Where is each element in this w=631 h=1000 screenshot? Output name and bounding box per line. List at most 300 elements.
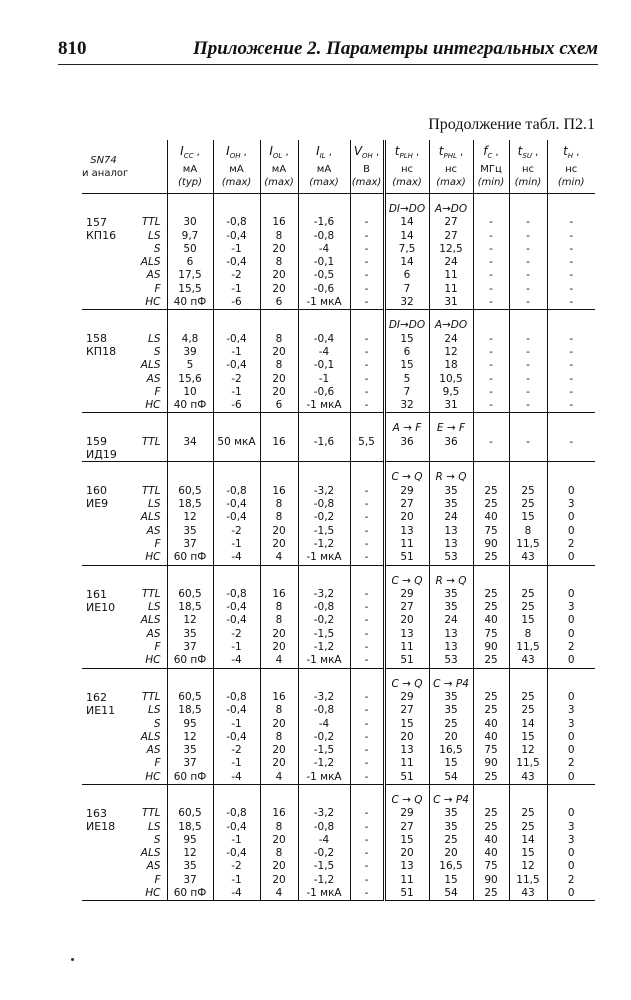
column-header-qualifier: (max)	[264, 176, 294, 188]
cell-value	[510, 422, 547, 435]
value-cell-iol	[260, 319, 298, 413]
cell-value: -	[526, 216, 530, 229]
logic-family: AS	[146, 372, 161, 385]
cell-value: -1	[231, 757, 242, 770]
cell-value: -	[364, 345, 369, 358]
column-header	[298, 140, 350, 194]
family-cell	[125, 422, 167, 462]
cell-value: -0,4	[226, 498, 247, 511]
cell-value: 12	[521, 860, 535, 873]
cell-value: 40	[484, 717, 498, 730]
value-cell-tsu	[509, 678, 547, 785]
column-header-qualifier: (min)	[514, 176, 542, 188]
cell-value: 14	[400, 216, 414, 229]
cell-value: 20	[272, 372, 286, 385]
cell-value: 0	[567, 770, 575, 783]
cell-value: -	[364, 820, 369, 833]
cell-value: 35	[183, 860, 197, 873]
cell-value: 20	[272, 757, 286, 770]
value-cell-ioh	[213, 422, 260, 462]
value-cell-tsu	[509, 471, 547, 565]
family-cell	[125, 794, 167, 901]
cell-value	[510, 794, 547, 807]
column-header-unit: мА	[182, 163, 198, 175]
cell-value: -	[526, 359, 530, 372]
series-number: 157	[86, 216, 107, 229]
column-header	[473, 140, 509, 194]
cell-value: -4	[231, 887, 242, 900]
cell-value: 16,5	[439, 744, 463, 757]
cell-value: -1,2	[313, 873, 335, 886]
logic-family: F	[154, 385, 161, 398]
cell-value: -1	[231, 345, 242, 358]
cell-value: 20	[400, 847, 414, 860]
cell-value: -3,2	[313, 587, 335, 600]
logic-family: LS	[147, 332, 161, 345]
cell-value: 35	[183, 524, 197, 537]
cell-value: -	[364, 242, 369, 255]
cell-value: -	[364, 537, 369, 550]
value-cell-fc	[473, 794, 509, 901]
cell-value: 16	[272, 435, 286, 448]
cell-value: 8	[275, 847, 283, 860]
series-cell	[82, 471, 125, 565]
cell-value: 90	[484, 641, 498, 654]
cell-value: 51	[400, 770, 414, 783]
cell-value: 18,5	[178, 498, 202, 511]
cell-value: 20	[400, 614, 414, 627]
cell-value: 13	[444, 524, 458, 537]
cell-value: -	[364, 873, 369, 886]
value-cell-fc	[473, 678, 509, 785]
logic-family: LS	[147, 820, 161, 833]
cell-value: -3,2	[313, 690, 335, 703]
column-header-unit: нс	[521, 163, 535, 175]
cell-value: 12	[183, 511, 197, 524]
cell-value: 54	[444, 887, 458, 900]
cell-value: -4	[231, 654, 242, 667]
series-cell	[82, 794, 125, 901]
cell-value: 15	[400, 359, 414, 372]
cell-value: -4	[318, 833, 330, 846]
cell-value: 16	[272, 807, 286, 820]
value-cell-th	[547, 794, 595, 901]
cell-value: -1,5	[313, 744, 335, 757]
cell-value: -	[526, 345, 530, 358]
cell-value: C → P4	[433, 677, 469, 690]
table-row-group	[82, 794, 595, 901]
value-cell-ioh	[213, 319, 260, 413]
cell-value: C → Q	[391, 793, 423, 806]
column-header	[125, 140, 167, 194]
cell-value: -0,2	[313, 614, 335, 627]
cell-value	[474, 678, 509, 691]
logic-family: F	[154, 537, 161, 550]
cell-value: -1,5	[313, 524, 335, 537]
value-cell-th	[547, 678, 595, 785]
cell-value: -0,4	[226, 601, 247, 614]
logic-family: HC	[145, 770, 161, 783]
column-header-symbol: $I_{OL}$ ,	[269, 143, 289, 160]
cell-value: -0,2	[313, 511, 335, 524]
cell-value	[474, 319, 509, 332]
cell-value: -1 мкА	[306, 296, 342, 309]
cell-value: -	[526, 229, 530, 242]
cell-value: 50 мкА	[217, 435, 256, 448]
cell-value: 20	[272, 744, 286, 757]
cell-value: -0,8	[226, 484, 247, 497]
cell-value: 4	[275, 770, 283, 783]
cell-value: -	[569, 385, 574, 398]
cell-value: 11	[400, 537, 414, 550]
column-header-symbol: $f_C$ ,	[483, 143, 499, 160]
logic-family: ALS	[140, 847, 161, 860]
cell-value: 4	[275, 551, 283, 564]
cell-value: -0,8	[313, 704, 335, 717]
cell-value: -	[364, 627, 369, 640]
cell-value: -1,2	[313, 757, 335, 770]
cell-value: 0	[567, 524, 575, 537]
cell-value: -1 мкА	[306, 399, 342, 412]
value-cell-icc	[167, 575, 213, 669]
cell-value: 8	[275, 730, 283, 743]
cell-value: -	[364, 860, 369, 873]
cell-value: 16	[272, 216, 286, 229]
cell-value	[510, 678, 547, 691]
value-cell-iil	[298, 575, 350, 669]
cell-value: 16	[272, 587, 286, 600]
series-cell	[82, 203, 125, 310]
cell-value	[474, 422, 509, 435]
value-cell-voh	[350, 422, 384, 462]
table-row-group	[82, 319, 595, 413]
table-row-group	[82, 575, 595, 669]
cell-value	[474, 575, 509, 588]
column-header-symbol: $t_{PHL}$ ,	[438, 143, 464, 160]
cell-value	[548, 471, 596, 484]
column-header-symbol: $V_{OH}$ ,	[353, 143, 380, 160]
column-header-qualifier: (max)	[309, 176, 339, 188]
cell-value: 17,5	[178, 269, 202, 282]
cell-value: -	[364, 730, 369, 743]
series-number: 159	[86, 435, 107, 449]
value-cell-iol	[260, 422, 298, 462]
cell-value: -	[364, 690, 369, 703]
cell-value: -0,8	[313, 601, 335, 614]
cell-value: 25	[521, 484, 535, 497]
cell-value: -	[526, 435, 530, 448]
cell-value: 60,5	[178, 807, 202, 820]
cell-value: -	[489, 372, 493, 385]
cell-value: -0,8	[313, 498, 335, 511]
cell-value	[510, 319, 547, 332]
cell-value: 24	[444, 614, 458, 627]
cell-value: 12,5	[439, 242, 463, 255]
cell-value: -	[526, 269, 530, 282]
cell-value: 40 пФ	[173, 296, 207, 309]
column-header-symbol: $I_{IL}$ ,	[316, 143, 332, 160]
cell-value: 6	[275, 399, 283, 412]
cell-value: 37	[183, 757, 197, 770]
logic-family: AS	[146, 744, 161, 757]
cell-value: 20	[272, 717, 286, 730]
cell-value: -1	[231, 873, 242, 886]
cell-value: 35	[444, 601, 458, 614]
cell-value: -	[569, 242, 574, 255]
cell-value: 20	[272, 345, 286, 358]
cell-value: 9,7	[181, 229, 199, 242]
cell-value: 15	[521, 847, 535, 860]
cell-value: -6	[231, 296, 242, 309]
cell-value: 95	[183, 717, 197, 730]
cell-value: 7	[403, 282, 411, 295]
cell-value: 10,5	[439, 372, 463, 385]
table-body	[82, 194, 595, 901]
cell-value: 35	[444, 704, 458, 717]
table-header-row	[82, 140, 595, 194]
cell-value: 34	[183, 435, 197, 448]
cell-value: 24	[444, 332, 458, 345]
cell-value: 25	[521, 601, 535, 614]
logic-family: LS	[147, 601, 161, 614]
column-header-qualifier: (max)	[351, 176, 382, 188]
column-header-symbol: $t_{PLH}$ ,	[394, 143, 420, 160]
cell-value: -	[569, 332, 574, 345]
cell-value: 37	[183, 873, 197, 886]
cell-value: 27	[400, 704, 414, 717]
series-analog: ИЕ18	[86, 819, 116, 833]
value-cell-tplh	[384, 203, 429, 310]
cell-value: 60,5	[178, 690, 202, 703]
cell-value: 0	[567, 744, 575, 757]
column-header-symbol: $t_H$ ,	[563, 143, 580, 160]
cell-value: 35	[183, 744, 197, 757]
column-header	[167, 140, 213, 194]
cell-value: 90	[484, 873, 498, 886]
cell-value: -	[364, 654, 369, 667]
cell-value: 5,5	[358, 435, 375, 448]
cell-value: 51	[400, 654, 414, 667]
cell-value: R → Q	[435, 574, 467, 587]
series-cell	[82, 575, 125, 669]
cell-value: 60,5	[178, 587, 202, 600]
column-header-unit: мА	[316, 163, 332, 175]
cell-value: 25	[484, 654, 498, 667]
cell-value: 29	[400, 690, 414, 703]
cell-value: -	[489, 229, 493, 242]
cell-value: -0,4	[226, 332, 247, 345]
cell-value	[548, 794, 596, 807]
value-cell-iol	[260, 794, 298, 901]
value-cell-ioh	[213, 471, 260, 565]
value-cell-tsu	[509, 575, 547, 669]
cell-value: 40	[484, 614, 498, 627]
cell-value: -	[526, 256, 530, 269]
cell-value: 0	[567, 614, 575, 627]
cell-value: 43	[521, 887, 535, 900]
cell-value: 27	[400, 820, 414, 833]
cell-value: -0,6	[313, 385, 335, 398]
cell-value: A→DO	[434, 203, 468, 215]
cell-value: -	[364, 601, 369, 614]
value-cell-iil	[298, 422, 350, 462]
cell-value: 0	[567, 587, 575, 600]
cell-value: -	[489, 216, 493, 229]
cell-value	[474, 794, 509, 807]
cell-value: -1,5	[313, 860, 335, 873]
cell-value: -	[526, 332, 530, 345]
cell-value: -0,5	[313, 269, 335, 282]
cell-value: 25	[484, 807, 498, 820]
cell-value: 20	[272, 860, 286, 873]
cell-value: -	[364, 717, 369, 730]
cell-value: 60 пФ	[173, 887, 207, 900]
cell-value: -1	[231, 385, 242, 398]
cell-value: -	[489, 256, 493, 269]
cell-value: 20	[400, 730, 414, 743]
value-cell-iil	[298, 203, 350, 310]
cell-value: 18	[444, 359, 458, 372]
cell-value: -0,6	[313, 282, 335, 295]
cell-value: -	[489, 332, 493, 345]
cell-value: -	[364, 332, 369, 345]
cell-value: 40	[484, 730, 498, 743]
logic-family: TTL	[141, 690, 161, 703]
value-cell-tsu	[509, 319, 547, 413]
cell-value: 12	[183, 614, 197, 627]
cell-value: 0	[567, 484, 575, 497]
logic-family: ALS	[140, 359, 161, 372]
cell-value: 35	[444, 484, 458, 497]
cell-value: C → Q	[391, 574, 423, 587]
cell-value: -	[489, 435, 493, 448]
cell-value: 2	[567, 873, 575, 886]
cell-value: -6	[231, 399, 242, 412]
cell-value: -	[364, 833, 369, 846]
column-header-unit: мА	[271, 163, 287, 175]
cell-value: -	[489, 269, 493, 282]
cell-value: -	[364, 807, 369, 820]
cell-value: 20	[272, 269, 286, 282]
cell-value: 11	[400, 873, 414, 886]
cell-value: -0,4	[226, 820, 247, 833]
cell-value: 2	[567, 537, 575, 550]
value-cell-tplh	[384, 422, 429, 462]
cell-value: -0,8	[226, 690, 247, 703]
column-header-unit: нс	[400, 163, 414, 175]
cell-value: -0,4	[226, 359, 247, 372]
family-cell	[125, 319, 167, 413]
cell-value: 8	[275, 229, 283, 242]
cell-value: -	[569, 372, 574, 385]
cell-value: -	[364, 770, 369, 783]
column-header	[213, 140, 260, 194]
cell-value: 3	[567, 833, 575, 846]
cell-value: 11	[444, 282, 458, 295]
cell-value: R → Q	[435, 471, 467, 484]
cell-value	[510, 203, 547, 216]
cell-value: -1,6	[313, 435, 335, 448]
cell-value: 3	[567, 820, 575, 833]
logic-family: AS	[146, 860, 161, 873]
cell-value: 25	[521, 498, 535, 511]
cell-value: 31	[444, 296, 458, 309]
cell-value: 13	[400, 627, 414, 640]
cell-value: 40	[484, 511, 498, 524]
series-number: 160	[86, 484, 107, 498]
cell-value: 0	[567, 860, 575, 873]
cell-value: 37	[183, 641, 197, 654]
cell-value: -	[569, 359, 574, 372]
column-header	[260, 140, 298, 194]
cell-value: 25	[484, 704, 498, 717]
cell-value: -	[526, 399, 530, 412]
table-row-group	[82, 471, 595, 565]
cell-value: -1	[318, 372, 330, 385]
value-cell-iol	[260, 471, 298, 565]
cell-value: 0	[567, 730, 575, 743]
value-cell-tphl	[429, 471, 473, 565]
cell-value: 7	[403, 385, 411, 398]
logic-family: TTL	[141, 807, 161, 820]
value-cell-icc	[167, 471, 213, 565]
cell-value: -0,8	[313, 820, 335, 833]
cell-value: -1,2	[313, 537, 335, 550]
cell-value: 14	[400, 229, 414, 242]
cell-value: -	[489, 385, 493, 398]
cell-value: 20	[272, 242, 286, 255]
column-header-qualifier: (max)	[392, 176, 422, 188]
cell-value: 25	[521, 704, 535, 717]
value-cell-iol	[260, 203, 298, 310]
cell-value: 8	[524, 524, 532, 537]
value-cell-tsu	[509, 794, 547, 901]
logic-family: S	[153, 242, 161, 255]
cell-value: 29	[400, 807, 414, 820]
cell-value: 53	[444, 551, 458, 564]
cell-value: 20	[400, 511, 414, 524]
cell-value: 16	[272, 690, 286, 703]
series-analog: ИЕ10	[86, 600, 116, 614]
cell-value: 20	[272, 641, 286, 654]
cell-value: 35	[183, 627, 197, 640]
column-header	[509, 140, 547, 194]
cell-value: 43	[521, 770, 535, 783]
value-cell-voh	[350, 319, 384, 413]
cell-value: 25	[444, 717, 458, 730]
cell-value: 51	[400, 551, 414, 564]
cell-value: 16	[272, 484, 286, 497]
cell-value: -0,8	[226, 807, 247, 820]
cell-value: 13	[444, 537, 458, 550]
column-header-unit: В	[363, 163, 370, 175]
logic-family: TTL	[141, 587, 161, 600]
cell-value: 11,5	[516, 757, 540, 770]
cell-value: 25	[521, 820, 535, 833]
value-cell-th	[547, 575, 595, 669]
cell-value: 29	[400, 484, 414, 497]
cell-value: 60 пФ	[173, 654, 207, 667]
cell-value: 25	[484, 601, 498, 614]
cell-value: 15	[400, 332, 414, 345]
value-cell-iil	[298, 678, 350, 785]
cell-value: 4	[275, 887, 283, 900]
cell-value: 75	[484, 524, 498, 537]
cell-value: 20	[272, 627, 286, 640]
cell-value: 36	[444, 435, 458, 448]
cell-value: 15	[444, 873, 458, 886]
column-header-qualifier: (min)	[477, 176, 505, 188]
